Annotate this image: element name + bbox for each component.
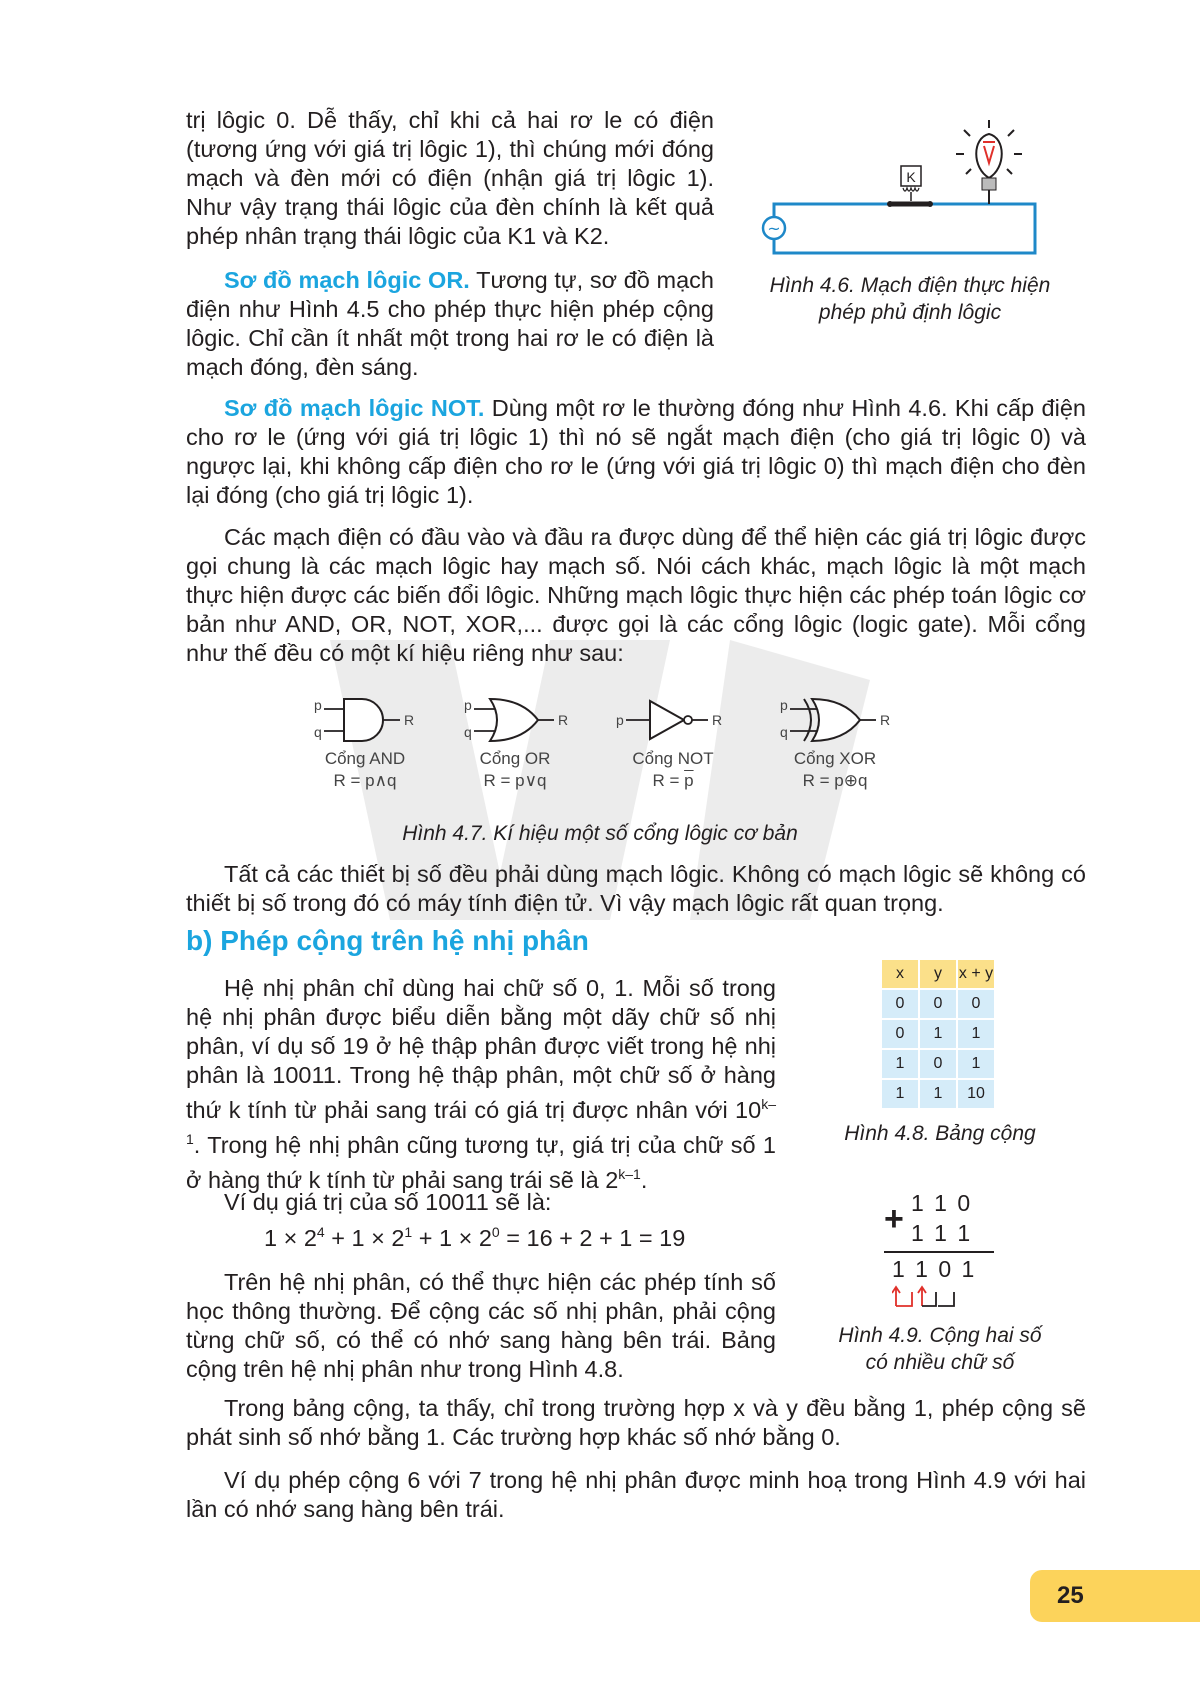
sum-plus-sign: +: [884, 1200, 906, 1238]
and-gate-icon: [300, 695, 430, 745]
gate-not: [598, 695, 748, 791]
table-cell: 10: [958, 1080, 994, 1108]
svg-text:p: p: [464, 697, 472, 713]
paragraph-binary-system-part1: Hệ nhị phân chỉ dùng hai chữ số 0, 1. Mỗi số trong hệ nhị phân được biểu diễn bằng một dãy chữ số nhị phân, ví dụ số 19 ở hệ thập phân được viết trong hệ nhị phân là 10011. Trong hệ thập phân, một chữ số ở hàng thứ k tính từ phải sang trái có giá trị được nhân với 10: [186, 975, 776, 1123]
table-row: [882, 1080, 994, 1108]
formula-term-1: 1 × 2: [264, 1224, 317, 1251]
table-cell: 0: [920, 990, 956, 1018]
table-header-row: [882, 960, 994, 988]
addition-table: [880, 958, 996, 1110]
gate-xor-name: Cổng XOR: [793, 749, 877, 768]
formula-term-4: = 16 + 2 + 1 = 19: [499, 1224, 686, 1251]
figure-4-9-caption: [820, 1322, 1060, 1376]
superscript-1: k–1: [186, 1096, 776, 1147]
table-cell: 0: [958, 990, 994, 1018]
paragraph-logic-circuits: Các mạch điện có đầu vào và đầu ra được dùng để thể hiện các giá trị lôgic được gọi chung là các mạch lôgic hay mạch số. Nói cách khác, mạch lôgic là một mạch thực hiện được các biến đổi lôgic. Những mạch lôgic thực hiện các phép toán lôgic cơ bản như AND, OR, NOT, XOR,... được gọi là các cổng lôgic (logic gate). Mỗi cổng như thế đều có một kí hiệu riêng như sau:: [186, 524, 1086, 666]
gate-not-formula-bar: $\overline{p}$: [684, 771, 694, 790]
svg-text:p: p: [314, 697, 322, 713]
svg-text:R: R: [558, 712, 569, 728]
figure-4-6-caption-line2: phép phủ định lôgic: [818, 301, 1002, 324]
figure-4-6-caption-line1: Hình 4.6. Mạch điện thực hiện: [769, 274, 1051, 297]
svg-text:R: R: [880, 712, 891, 728]
gate-xor-formula: R = p⊕q: [802, 771, 868, 790]
table-cell: 0: [882, 1020, 918, 1048]
svg-text:K: K: [906, 169, 916, 185]
gate-or-formula: R = p∨q: [483, 771, 547, 790]
formula-exp-2: 1: [404, 1224, 413, 1240]
table-row: [882, 990, 994, 1018]
paragraph-binary-system: [186, 974, 776, 1194]
gate-or-name: Cổng OR: [479, 749, 551, 768]
gate-or: [440, 695, 590, 791]
sum-operand-1: 1 1 0: [911, 1190, 973, 1216]
paragraph-digital-devices: Tất cả các thiết bị số đều phải dùng mạch lôgic. Không có mạch lôgic sẽ không có thiết bị số trong đó có máy tính điện tử. Vì vậy mạch lôgic rất quan trọng.: [186, 861, 1086, 916]
table-row: [882, 1050, 994, 1078]
figure-4-6-caption: [740, 272, 1080, 326]
light-bulb-icon: [956, 120, 1022, 204]
table-cell: 1: [920, 1080, 956, 1108]
page-number: 25: [1057, 1582, 1084, 1609]
gate-and-name: Cổng AND: [324, 749, 406, 768]
svg-text:p: p: [780, 697, 788, 713]
figure-4-9-caption-line2: có nhiều chữ số: [865, 1351, 1015, 1374]
figure-4-9-caption-line1: Hình 4.9. Cộng hai số: [838, 1324, 1042, 1347]
formula-exp-1: 4: [316, 1224, 325, 1240]
formula-term-2: + 1 × 2: [324, 1224, 405, 1251]
paragraph-binary-arithmetic: Trên hệ nhị phân, có thể thực hiện các phép tính số học thông thường. Để cộng các số nhị phân, phải cộng từng chữ số, có thể có nhớ sang hàng bên trái. Bảng cộng trên hệ nhị phân như trong Hình 4.8.: [186, 1269, 776, 1382]
table-cell: 1: [958, 1050, 994, 1078]
paragraph-or-circuit: [186, 266, 714, 382]
table-cell: 1: [920, 1020, 956, 1048]
or-gate-icon: [450, 695, 580, 745]
svg-text:~: ~: [767, 219, 781, 238]
table-header-cell: x + y: [958, 960, 994, 988]
table-cell: 1: [882, 1080, 918, 1108]
section-heading-binary-addition: b) Phép cộng trên hệ nhị phân: [186, 925, 589, 956]
svg-text:q: q: [314, 724, 322, 740]
paragraph-carry-rule: Trong bảng cộng, ta thấy, chỉ trong trường hợp x và y đều bằng 1, phép cộng sẽ phát sinh số nhớ bằng 1. Các trường hợp khác số nhớ bằng 0.: [186, 1395, 1086, 1450]
figure-4-6-circuit: [752, 118, 1052, 268]
not-gate-icon: [608, 695, 738, 745]
formula-term-3: + 1 × 2: [412, 1224, 492, 1251]
carry-arrows-icon: [892, 1284, 972, 1310]
gate-and-formula: R = p∧q: [333, 771, 397, 790]
gate-and: [290, 695, 440, 791]
superscript-2: k–1: [618, 1165, 641, 1182]
sum-result: 1 1 0 1: [892, 1256, 977, 1282]
table-header-cell: x: [882, 960, 918, 988]
paragraph-binary-system-part3: .: [640, 1166, 648, 1193]
sum-divider: [884, 1251, 994, 1253]
table-cell: 1: [958, 1020, 994, 1048]
gate-not-formula-prefix: R =: [652, 771, 685, 790]
gate-not-formula: [598, 771, 748, 791]
figure-4-7-caption: Hình 4.7. Kí hiệu một số cổng lôgic cơ bản: [402, 822, 798, 845]
paragraph-not-circuit: [186, 394, 1086, 510]
svg-text:R: R: [404, 712, 415, 728]
svg-text:q: q: [464, 724, 472, 740]
sum-operand-2: 1 1 1: [911, 1220, 973, 1246]
paragraph-or-circuit-text: Tương tự, sơ đồ mạch điện như Hình 4.5 cho phép thực hiện phép cộng lôgic. Chỉ cần ít nhất một trong hai rơ le có điện là mạch đóng, đèn sáng.: [186, 267, 714, 380]
svg-text:q: q: [780, 724, 788, 740]
svg-text:p: p: [616, 712, 624, 728]
table-header-cell: y: [920, 960, 956, 988]
table-cell: 0: [920, 1050, 956, 1078]
svg-text:R: R: [712, 712, 723, 728]
table-cell: 1: [882, 1050, 918, 1078]
paragraph-binary-system-part2: . Trong hệ nhị phân cũng tương tự, giá trị của chữ số 1 ở hàng thứ k tính từ phải sang trái sẽ là 2: [186, 1131, 776, 1193]
formula-binary-value: [264, 1224, 685, 1252]
gate-not-name: Cổng NOT: [632, 749, 714, 768]
gate-xor: [760, 695, 910, 791]
lead-not-circuit: Sơ đồ mạch lôgic NOT.: [224, 395, 485, 421]
paragraph-example-value: Ví dụ giá trị của số 10011 sẽ là:: [224, 1189, 552, 1215]
paragraph-example-addition: Ví dụ phép cộng 6 với 7 trong hệ nhị phân được minh hoạ trong Hình 4.9 với hai lần có nhớ sang hàng bên trái.: [186, 1467, 1086, 1522]
page-number-tab: [1030, 1570, 1200, 1622]
table-cell: 0: [882, 990, 918, 1018]
formula-exp-3: 0: [491, 1224, 500, 1240]
paragraph-not-circuit-text: Dùng một rơ le thường đóng như Hình 4.6. Khi cấp điện cho rơ le (ứng với giá trị lôgic 1) thì nó sẽ ngắt mạch điện (cho giá trị lôgic 0) và ngược lại, khi không cấp điện cho rơ le (ứng với giá trị lôgic 0) thì mạch điện cho đèn lại đóng (cho giá trị lôgic 1).: [186, 395, 1086, 508]
xor-gate-icon: [770, 695, 900, 745]
figure-4-8-caption: Hình 4.8. Bảng cộng: [844, 1122, 1036, 1145]
paragraph-1: trị lôgic 0. Dễ thấy, chỉ khi cả hai rơ le có điện (tương ứng với giá trị lôgic 1), thì chúng mới đóng mạch và đèn mới có điện (nhận giá trị lôgic 1). Như vậy trạng thái lôgic của đèn chính là kết quả phép nhân trạng thái lôgic của K1 và K2.: [186, 107, 714, 249]
table-row: [882, 1020, 994, 1048]
lead-or-circuit: Sơ đồ mạch lôgic OR.: [224, 267, 470, 293]
